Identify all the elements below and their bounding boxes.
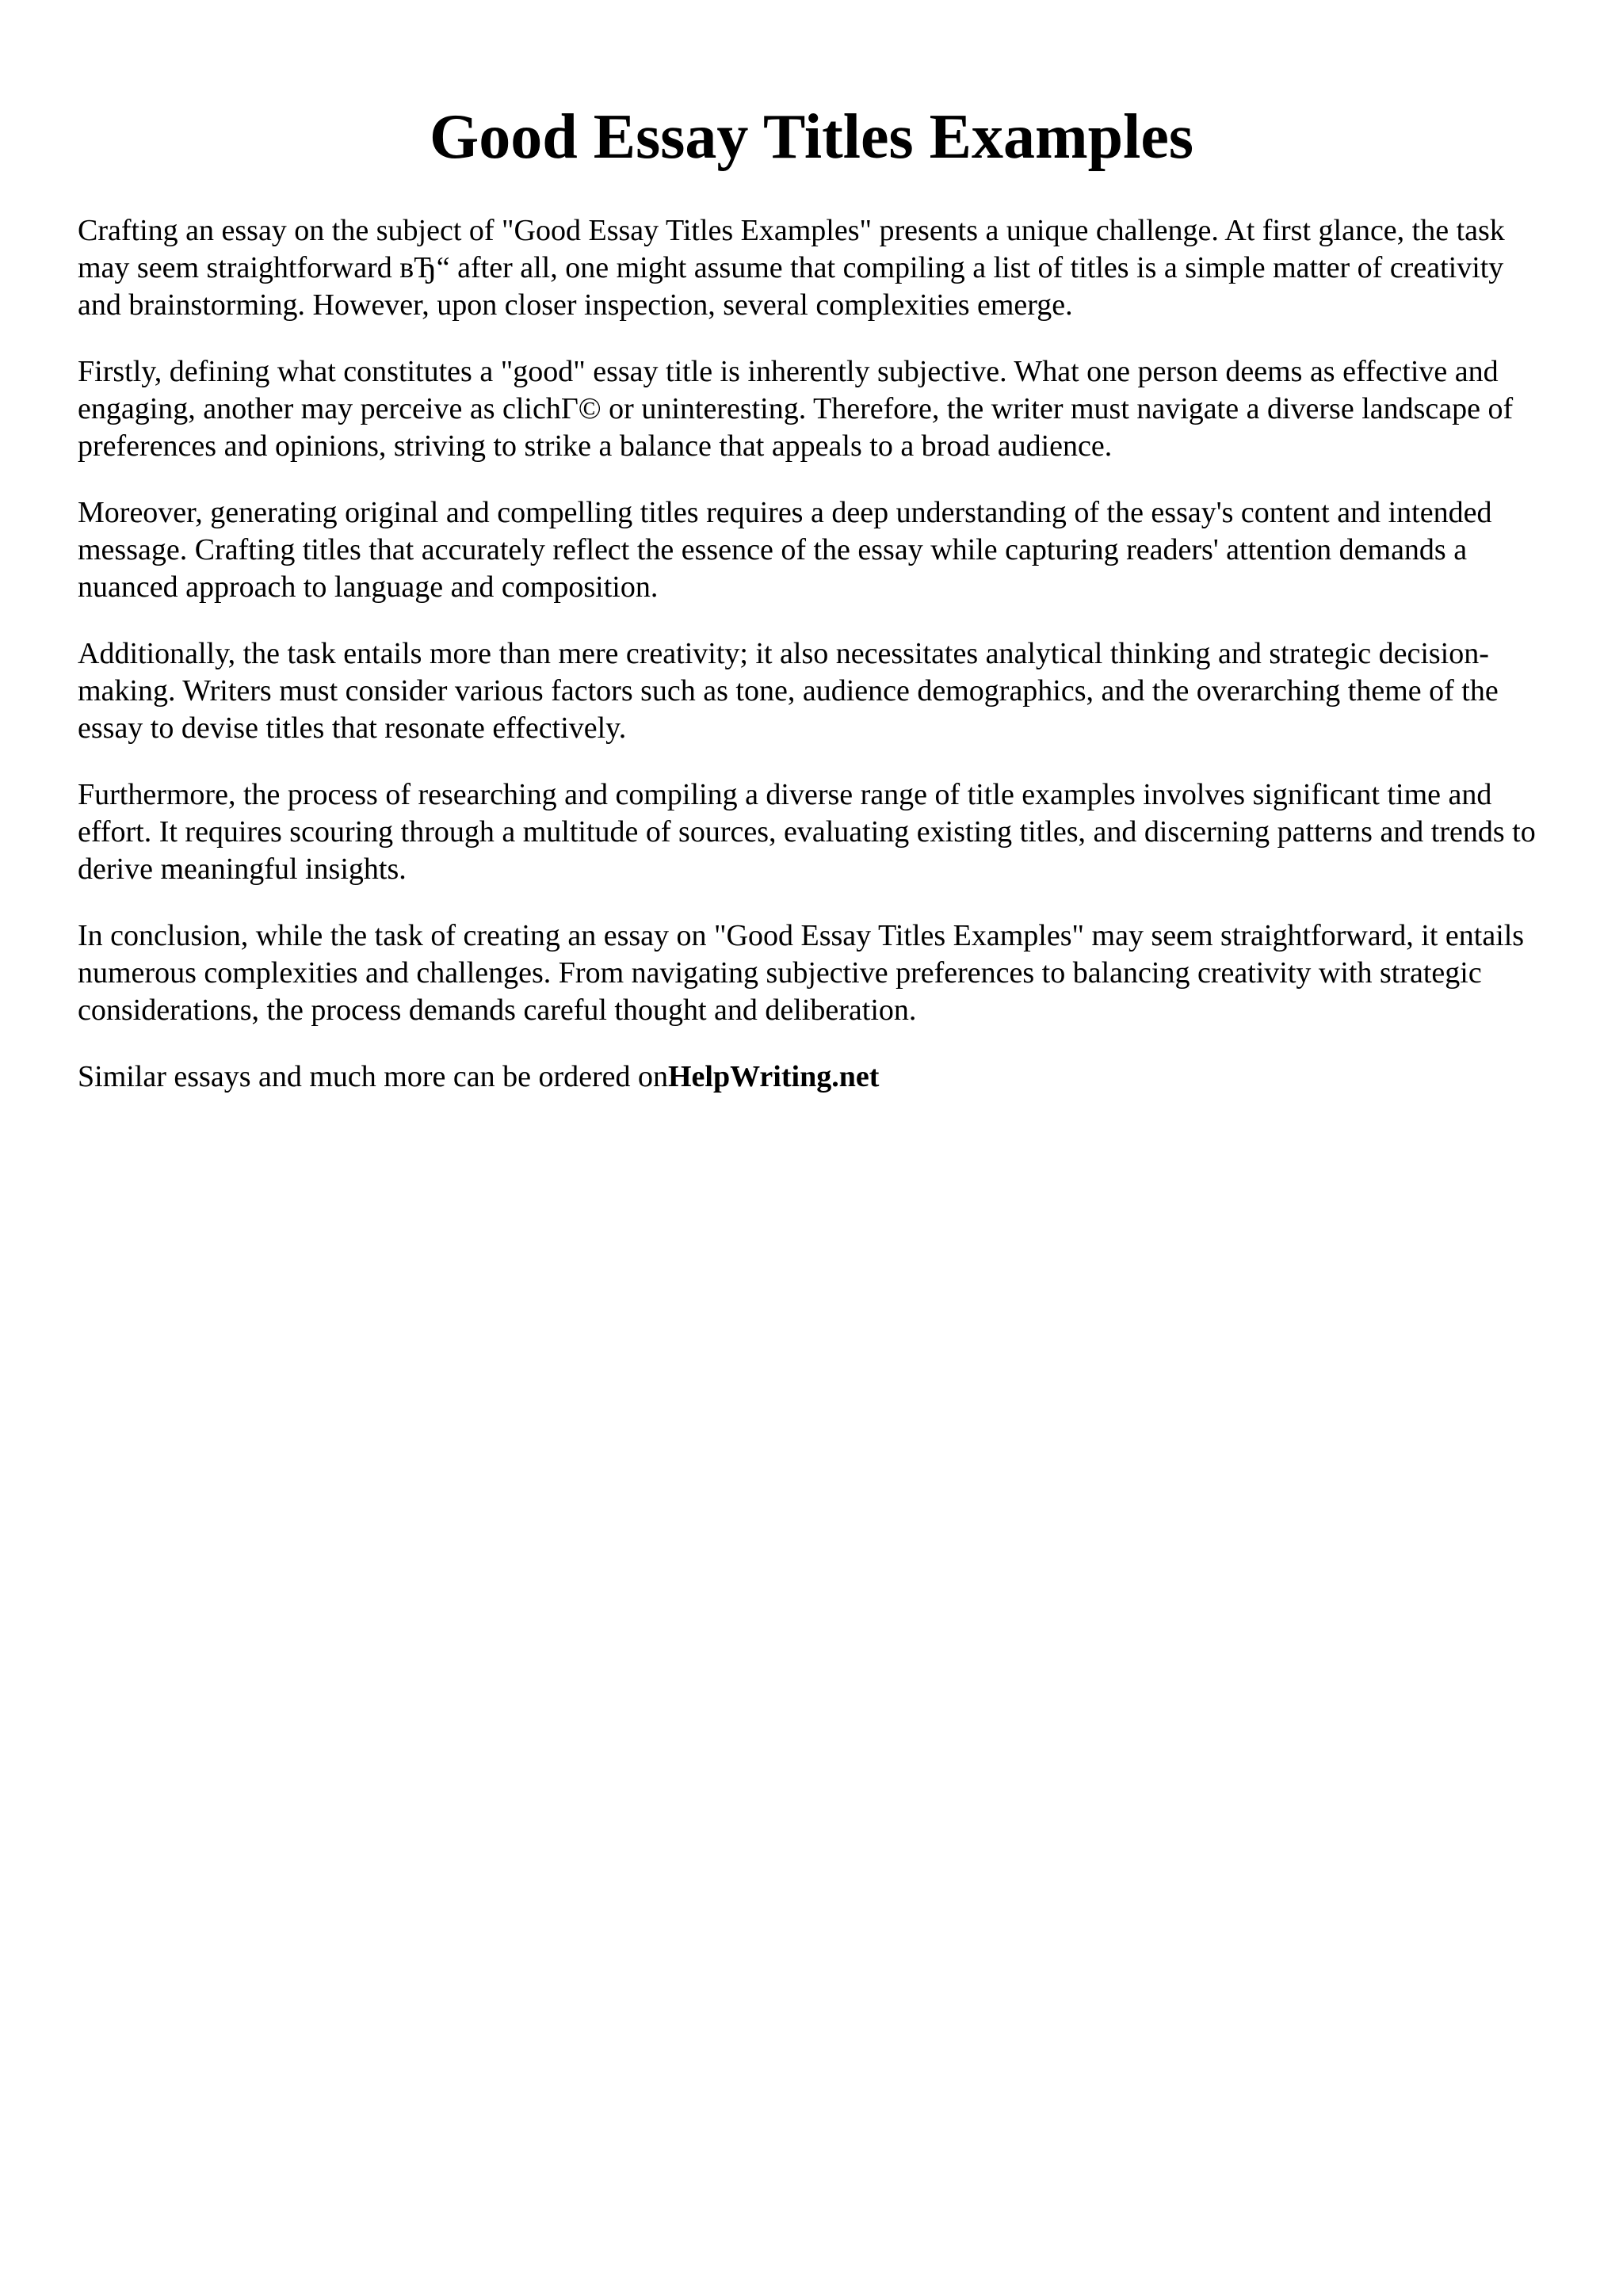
footer-line xyxy=(78,1058,1545,1096)
footer-text: Similar essays and much more can be ordered on xyxy=(78,1060,668,1093)
paragraph-conclusion: In conclusion, while the task of creating an essay on "Good Essay Titles Examples" may seem straightforward, it entails numerous complexities and challenges. From navigating subjective preferences to balancing creativity with strategic considerations, the process demands careful thought and deliberation. xyxy=(78,919,1525,1027)
paragraph-analysis: Additionally, the task entails more than mere creativity; it also necessitates analytical thinking and strategic decision-making. Writers must consider various factors such as tone, audience demographics, and the overarching theme of the essay to devise titles that resonate effectively. xyxy=(78,637,1499,745)
paragraph-subjectivity: Firstly, defining what constitutes a "good" essay title is inherently subjective. What one person deems as effective and engaging, another may perceive as clichГ© or uninteresting. Therefore, the writer must navigate a diverse landscape of preferences and opinions, striving to strike a balance that appeals to a broad audience. xyxy=(78,355,1514,463)
helpwriting-link[interactable]: HelpWriting.net xyxy=(668,1060,880,1093)
paragraph-research: Furthermore, the process of researching and compiling a diverse range of title examples involves significant time and effort. It requires scouring through a multitude of sources, evaluating existing titles, and discerning patterns and trends to derive meaningful insights. xyxy=(78,778,1536,886)
paragraph-introduction: Crafting an essay on the subject of "Good Essay Titles Examples" presents a unique challenge. At first glance, the task may seem straightforward вЂ“ after all, one might assume that compiling a list of titles is a simple matter of creativity and brainstorming. However, upon closer inspection, several complexities emerge. xyxy=(78,214,1505,322)
page-title: Good Essay Titles Examples xyxy=(430,102,1193,172)
paragraph-originality: Moreover, generating original and compelling titles requires a deep understanding of the essay's content and intended message. Crafting titles that accurately reflect the essence of the essay while capturing readers' attention demands a nuanced approach to language and composition. xyxy=(78,496,1492,604)
